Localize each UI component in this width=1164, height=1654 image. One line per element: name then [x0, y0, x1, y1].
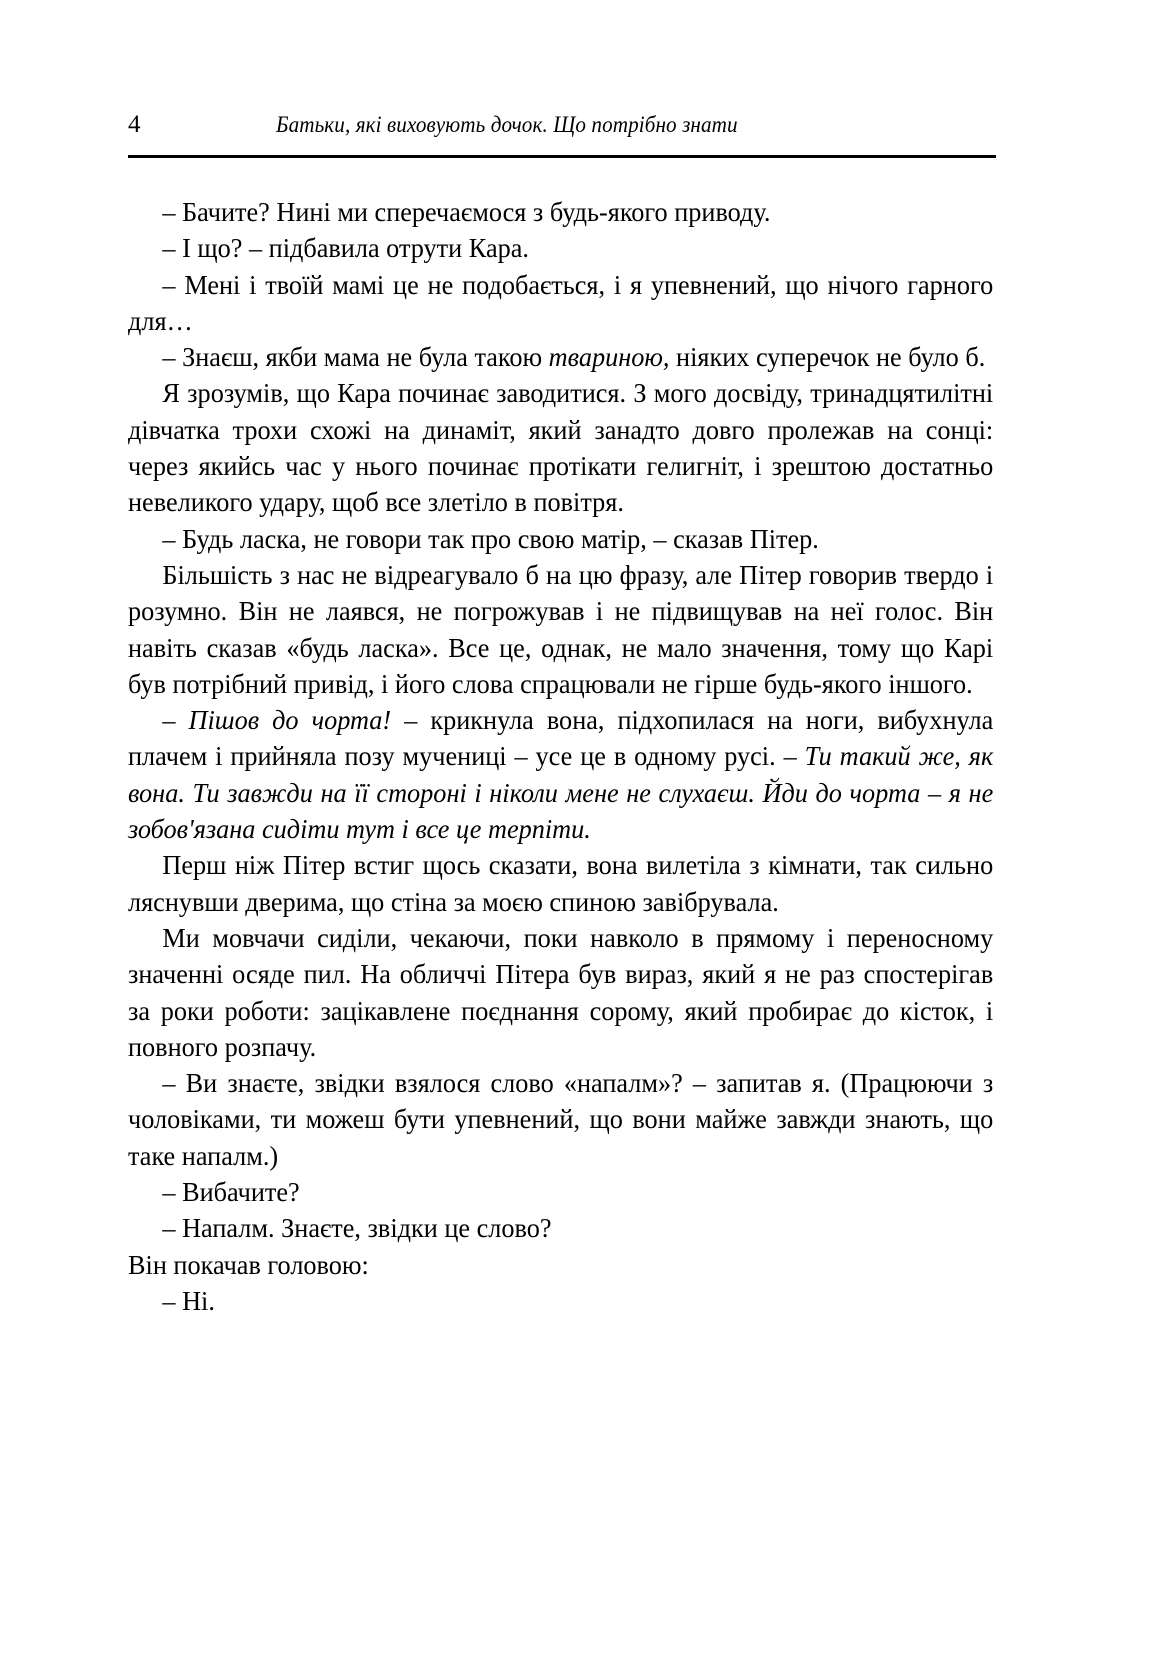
plain-text: –: [162, 704, 189, 736]
plain-text: Ми мовчачи сиділи, чекаючи, поки навколо в прямому і переносному значенні осяде пил. На обличчі Пітера був вираз, який я не раз спостерігав за роки роботи: зацікавлене поєднання сорому, який пробирає до кісток, і повного розпачу.: [128, 921, 994, 1062]
plain-text: Більшість з нас не відреагувало б на цю фразу, але Пітер говорив твердо і розумно. Він не лаявся, не погрожував і не підвищував на неї голос. Він навіть сказав «будь ласка». Все це, однак, не мало значення, тому що Карі був потрібний привід, і його слова спрацювали не гірше будь-якого іншого.: [128, 558, 994, 699]
emphasis-text: Ти такий же, як вона. Ти завжди на її стороні і ніколи мене не слухаєш. Йди до чорта – я не зобов'язана сидіти тут і все це терпіти.: [128, 740, 994, 845]
plain-text: – Знаєш, якби мама не була такою: [162, 341, 549, 373]
page-number: 4: [128, 111, 141, 138]
paragraph: [128, 847, 993, 920]
paragraph: [128, 1247, 993, 1283]
paragraph: [128, 230, 993, 266]
paragraph: [128, 194, 993, 230]
emphasis-text: твариною,: [548, 341, 670, 373]
paragraph: [128, 1210, 993, 1246]
paragraph: [128, 1174, 993, 1210]
running-title: Батьки, які виховують дочок. Що потрібно знати: [276, 112, 738, 138]
emphasis-text: Пішов до чорта!: [188, 704, 392, 736]
paragraph: [128, 375, 993, 520]
plain-text: ніяких суперечок не було б.: [669, 341, 986, 373]
plain-text: Перш ніж Пітер встиг щось сказати, вона вилетіла з кімнати, так сильно ляснувши дверима, що стіна за моєю спиною завібрувала.: [128, 849, 994, 917]
paragraph: [128, 1283, 993, 1319]
paragraph: [128, 702, 993, 847]
plain-text: – Бачите? Нині ми сперечаємося з будь-якого приводу.: [162, 196, 771, 227]
paragraph: [128, 1065, 993, 1174]
plain-text: – Будь ласка, не говори так про свою матір, – сказав Пітер.: [162, 522, 819, 554]
plain-text: – крикнула вона, підхопилася на ноги, вибухнула плачем і прийняла позу мучениці – усе це в одному русі. –: [128, 704, 994, 772]
plain-text: – Мені і твоїй мамі це не подобається, і я упевнений, що нічого гарного для…: [128, 268, 994, 336]
page-content: [128, 112, 994, 1319]
body-text: [128, 194, 993, 1319]
plain-text: – Ви знаєте, звідки взялося слово «напалм»? – запитав я. (Працюючи з чоловіками, ти можеш бути упевнений, що вони майже завжди знають, що таке напалм.): [128, 1067, 994, 1171]
plain-text: – Напалм. Знаєте, звідки це слово?: [162, 1212, 552, 1244]
plain-text: – Вибачите?: [162, 1176, 300, 1208]
paragraph: [128, 521, 993, 557]
paragraph: [128, 339, 993, 375]
paragraph: [128, 920, 993, 1065]
plain-text: Він покачав головою:: [128, 1248, 369, 1280]
paragraph: [128, 267, 993, 340]
plain-text: Я зрозумів, що Кара починає заводитися. З мого досвіду, тринадцятилітні дівчатка трохи схожі на динаміт, який занадто довго пролежав на сонці: через якийсь час у нього починає протікати гелигніт, і зрештою достатньо невеликого удару, щоб все злетіло в повітря.: [128, 377, 994, 518]
paragraph: [128, 557, 993, 702]
plain-text: – І що? – підбавила отрути Кара.: [162, 232, 529, 264]
header-divider: [128, 155, 996, 158]
plain-text: – Ні.: [162, 1284, 215, 1316]
running-head: [128, 112, 994, 152]
